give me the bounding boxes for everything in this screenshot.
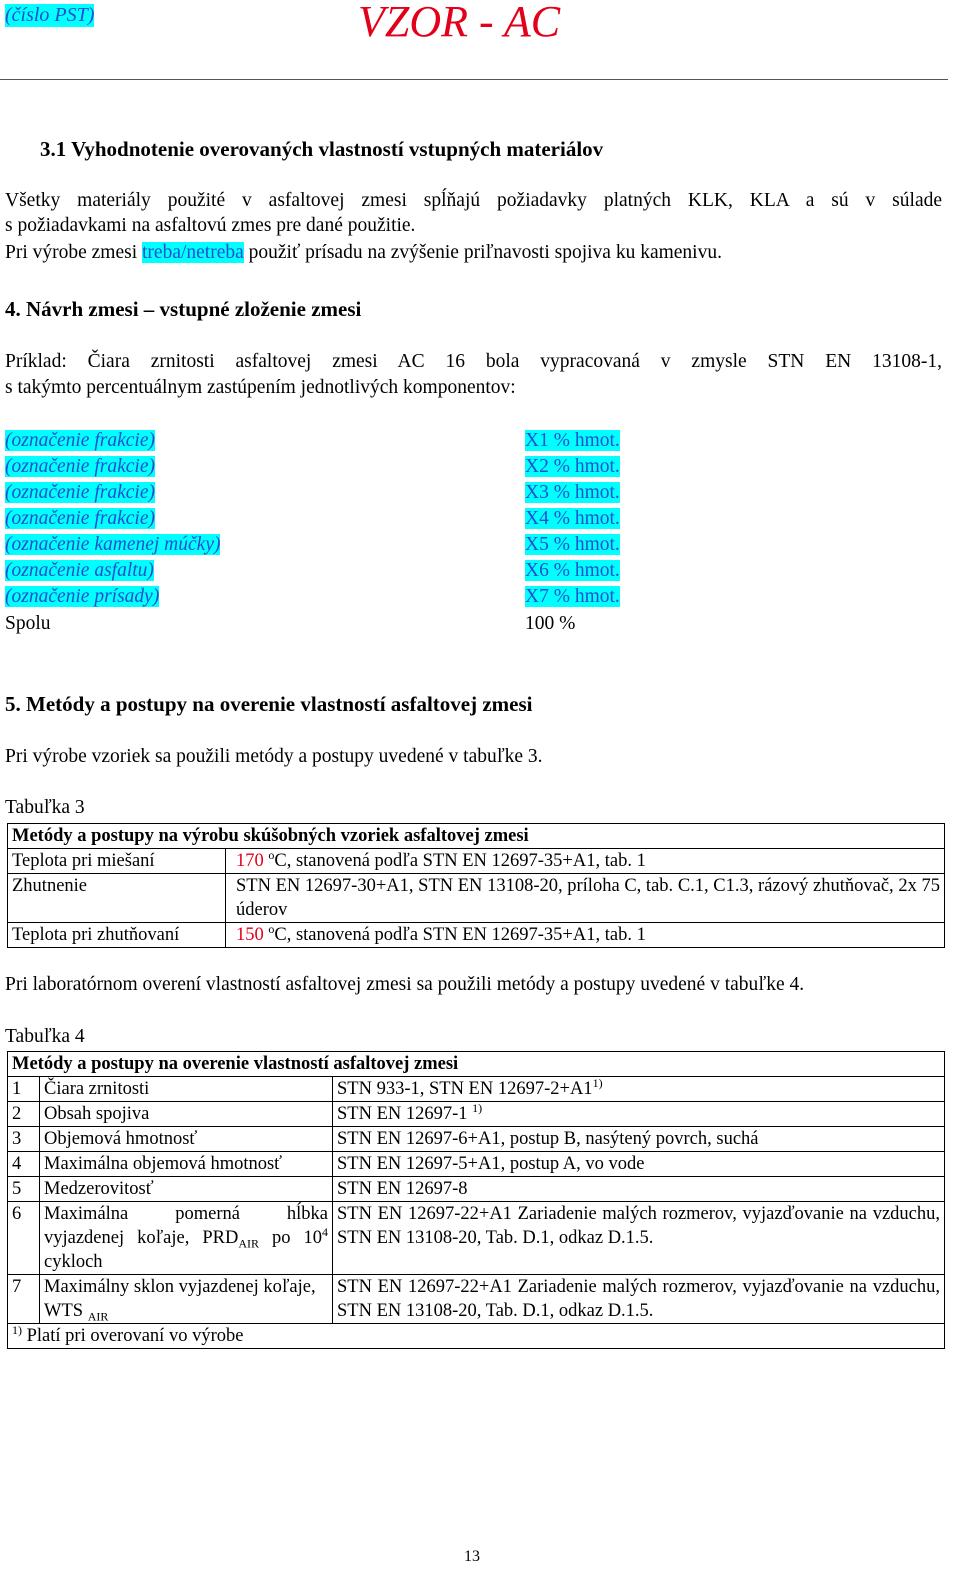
component-value: X6 % hmot.	[525, 560, 620, 581]
row-number: 3	[8, 1127, 40, 1152]
component-value: X2 % hmot.	[525, 456, 620, 477]
table-3-value: STN EN 12697-30+A1, STN EN 13108-20, príloha C, tab. C.1, C1.3, rázový zhutňovač, 2x 75 úderov	[226, 874, 945, 923]
table-3-label: Zhutnenie	[8, 874, 226, 923]
page-number: 13	[464, 1548, 480, 1565]
table-row	[8, 849, 945, 874]
component-name: (označenie frakcie)	[5, 456, 155, 477]
table-row	[8, 1177, 945, 1202]
property-name: Maximálna pomerná hĺbka vyjazdenej koľaje, $PRD_{AIR}$ po $10^4$ cykloch	[40, 1202, 333, 1275]
table-3-label: Teplota pri miešaní	[8, 849, 226, 874]
row-number: 4	[8, 1152, 40, 1177]
treba-netreba-placeholder: treba/netreba	[142, 242, 244, 263]
section-4-para-line1: Príklad: Čiara zrnitosti asfaltovej zmesi AC 16 bola vypracovaná v zmysle STN EN 13108-1,	[5, 351, 942, 372]
section-3-1-para2: Pri výrobe zmesi treba/netreba použiť prísadu na zvýšenie priľnavosti spojiva ku kamenivu.	[5, 242, 722, 263]
method: STN EN 12697-22+A1 Zariadenie malých rozmerov, vyjazďovanie na vzduchu, STN EN 13108-20, Tab. D.1, odkaz D.1.5.	[333, 1275, 945, 1324]
table-row	[8, 1275, 945, 1324]
table-3-label: Teplota pri zhutňovaní	[8, 923, 226, 948]
property-name: Maximálny sklon vyjazdenej koľaje, WTS $_{AIR}$	[40, 1275, 333, 1324]
section-4-heading: 4. Návrh zmesi – vstupné zloženie zmesi	[5, 297, 362, 321]
property-name: Objemová hmotnosť	[40, 1127, 333, 1152]
property-name: Obsah spojiva	[40, 1102, 333, 1127]
pst-number-placeholder: (číslo PST)	[5, 4, 95, 26]
row-number: 7	[8, 1275, 40, 1324]
table-4	[7, 1051, 945, 1349]
row-number: 1	[8, 1077, 40, 1102]
section-5-para2: Pri laboratórnom overení vlastností asfaltovej zmesi sa použili metódy a postupy uvedené v tabuľke 4.	[5, 974, 805, 995]
row-number: 2	[8, 1102, 40, 1127]
row-number: 5	[8, 1177, 40, 1202]
component-value: X5 % hmot.	[525, 534, 620, 555]
table-row	[8, 874, 945, 923]
table-3-header: Metódy a postupy na výrobu skúšobných vzoriek asfaltovej zmesi	[8, 824, 945, 849]
component-name: (označenie prísady)	[5, 586, 160, 607]
property-name: Čiara zrnitosti	[40, 1077, 333, 1102]
component-name: (označenie kamenej múčky)	[5, 534, 221, 555]
document-title: VZOR - AC	[358, 0, 561, 46]
section-5-para1: Pri výrobe vzoriek sa použili metódy a postupy uvedené v tabuľke 3.	[5, 746, 543, 767]
method: STN EN 12697-22+A1 Zariadenie malých rozmerov, vyjazďovanie na vzduchu, STN EN 13108-20, Tab. D.1, odkaz D.1.5.	[333, 1202, 945, 1275]
table-row	[8, 1202, 945, 1275]
table-4-header: Metódy a postupy na overenie vlastností asfaltovej zmesi	[8, 1052, 945, 1077]
method: STN EN 12697-8	[333, 1177, 945, 1202]
table-row	[8, 1102, 945, 1127]
table-3-caption: Tabuľka 3	[5, 797, 85, 818]
property-name: Maximálna objemová hmotnosť	[40, 1152, 333, 1177]
table-row	[8, 923, 945, 948]
row-number: 6	[8, 1202, 40, 1275]
component-value: X7 % hmot.	[525, 586, 620, 607]
section-3-1-para1-line1: Všetky materiály použité v asfaltovej zmesi spĺňajú požiadavky platných KLK, KLA a sú v súlade	[5, 190, 942, 211]
component-name: (označenie frakcie)	[5, 430, 155, 451]
total-value: 100 %	[525, 613, 576, 634]
table-row	[8, 1152, 945, 1177]
section-4-para-line2: s takýmto percentuálnym zastúpením jednotlivých komponentov:	[5, 377, 516, 398]
header-rule	[0, 79, 948, 80]
table-4-caption: Tabuľka 4	[5, 1026, 85, 1047]
table-3	[7, 823, 945, 948]
section-3-1-heading: 3.1 Vyhodnotenie overovaných vlastností vstupných materiálov	[40, 137, 604, 161]
table-row	[8, 1077, 945, 1102]
table-3-value: 150 $^o$C, stanovená podľa STN EN 12697-35+A1, tab. 1	[226, 923, 945, 948]
component-name: (označenie frakcie)	[5, 508, 155, 529]
table-row	[8, 1127, 945, 1152]
component-value: X3 % hmot.	[525, 482, 620, 503]
component-name: (označenie asfaltu)	[5, 560, 154, 581]
method: STN EN 12697-5+A1, postup A, vo vode	[333, 1152, 945, 1177]
section-3-1-para1-line2: s požiadavkami na asfaltovú zmes pre dané použitie.	[5, 215, 416, 236]
method: STN 933-1, STN EN $12697-2+A1^{1)}$	[333, 1077, 945, 1102]
method: STN EN 12697-6+A1, postup B, nasýtený povrch, suchá	[333, 1127, 945, 1152]
property-name: Medzerovitosť	[40, 1177, 333, 1202]
component-value: X4 % hmot.	[525, 508, 620, 529]
table-4-footnote: $^{1)}$ Platí pri overovaní vo výrobe	[8, 1324, 945, 1349]
table-3-value: 170 $^o$C, stanovená podľa STN EN 12697-35+A1, tab. 1	[226, 849, 945, 874]
component-value: X1 % hmot.	[525, 430, 620, 451]
total-label: Spolu	[5, 613, 51, 634]
method: STN EN 12697-1 $^{1)}$	[333, 1102, 945, 1127]
component-name: (označenie frakcie)	[5, 482, 155, 503]
section-5-heading: 5. Metódy a postupy na overenie vlastností asfaltovej zmesi	[5, 692, 533, 716]
